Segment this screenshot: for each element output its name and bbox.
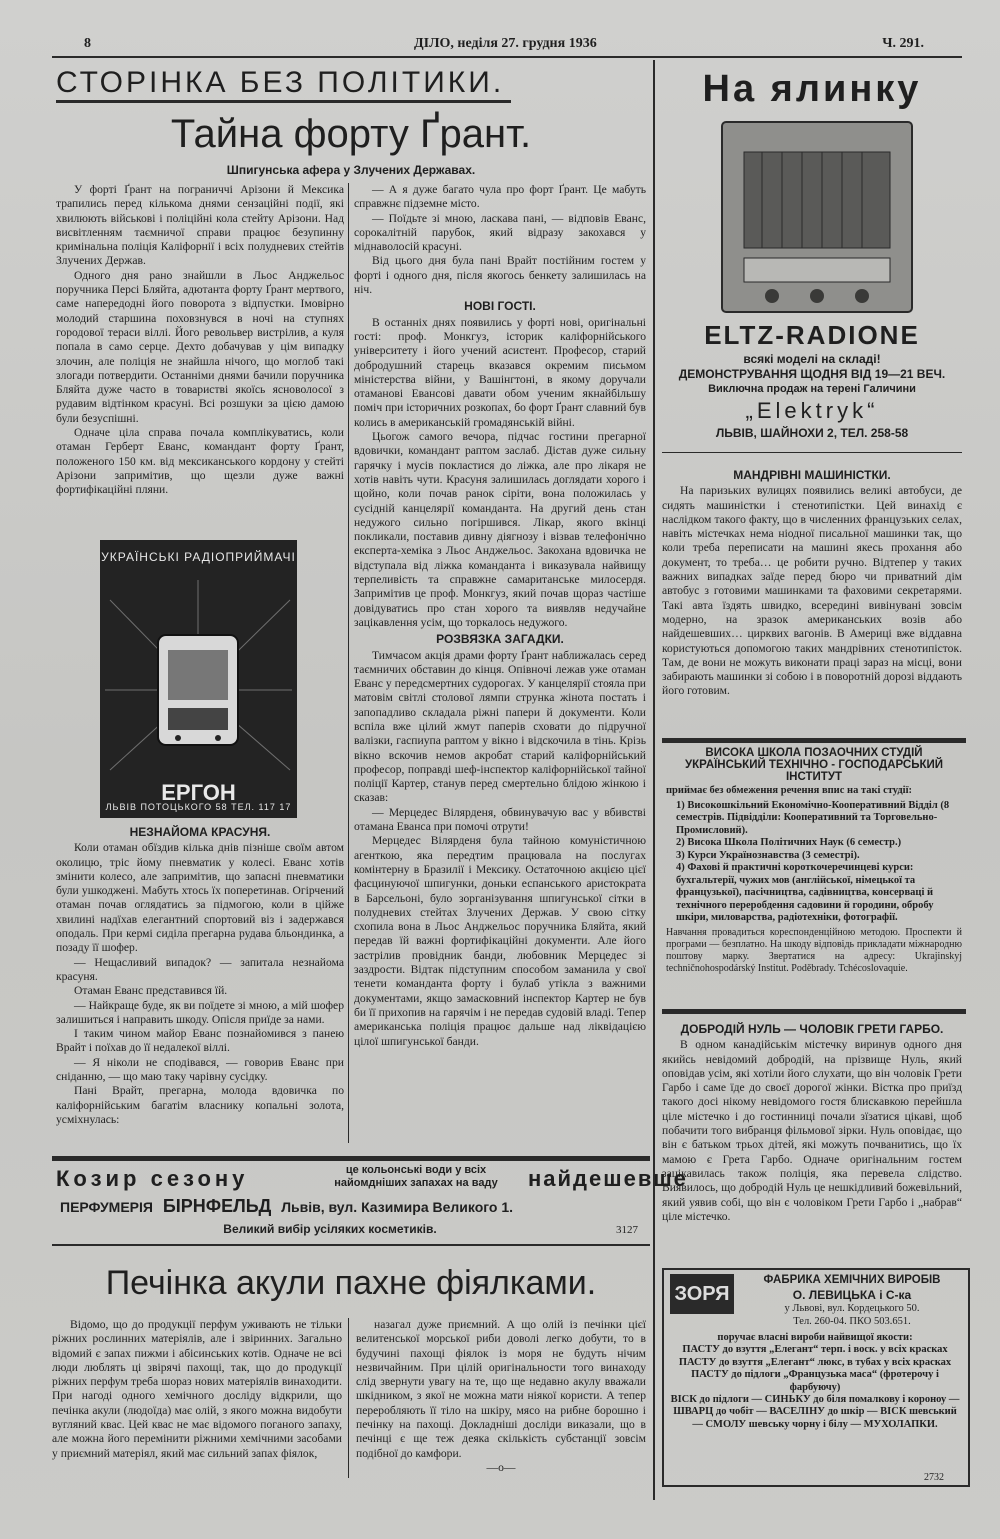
ad-line: всякі моделі на складі! (743, 352, 881, 366)
ad-line: ПАСТУ до взуття „Елегант“ люкс, в тубах у всіх красках (678, 1356, 952, 1368)
column-divider (348, 183, 349, 1143)
paragraph: Пані Врайт, прегарна, молода вдовичка по каліфорнійським багатім власнику копальні золота, усміхнулась: (56, 1084, 344, 1126)
paragraph: Отаман Еванс представився їй. (74, 984, 228, 998)
paragraph: Тимчасом акція драми форту Ґрант наближалась серед таємничих обставин до кінця. Опівночі лежав уже отаман Еванс у передсмертних судорогах. У канцелярії стояла при матовім світлі столової лямпи струнка жінота постать і запопадливо складала ріжні папери й документи. Коли вспіла вже цілий жмут паперів сховати до підручної валізки, гаспиупа раптом у вікно і відскочила в тінь. Крізь вікно вскочив немов акробат старий каліфорнійський професор, поправді шеф-інспектор каліфорнійської тайної поліції Картер, станув перед смертельно блідою жінкою і сказав: (354, 648, 646, 805)
ad-title: ВИСОКА ШКОЛА ПОЗАОЧНИХ СТУДІЙ (705, 747, 923, 759)
ad-headline: На ялинку (702, 68, 922, 110)
ad-address: Львів, вул. Казимира Великого 1. (281, 1199, 514, 1215)
paragraph: Мерцедес Вілярденя була тайною комуністичною агенткою, яка передтим працювала на послугах комінтерну в Бразилії і Мексику. Остаточною акцією цієї фасцинуючої шпигунки, доньки еспанського аристократа в Барсельоні, було зорганізування шпигунської сітки в полудневих стейтах Злучених Держав. У свою сітку схопила вона в Льос Анджельос поручника Бляйта, який передав їй важні фортифікаційні документи. Але його застрілив провідник банди, любовник Мерцедес зі заздрости. Відтак підступним способом заманила у свої тенети команданта форту і булаб утікла з важними документами, якщо замасковний інспектор Картер не був би її прихопив на гарячім і не передав судовій владі. Тепер американська поліція працює дальше над ліквідацією цілої шпигунської банди. (354, 834, 646, 1048)
ad-item: 2) Висока Школа Політичних Наук (6 семестр.) (676, 837, 902, 848)
article-subtitle: Шпигунська афера у Злучених Державах. (226, 163, 476, 177)
ad-line: Великий вибір усіляких косметиків. (223, 1222, 437, 1236)
ad-owner: О. ЛЕВИЦЬКА і С-ка (792, 1288, 912, 1302)
ad-title: ФАБРИКА ХЕМІЧНИХ ВИРОБІВ (763, 1274, 941, 1286)
section-title: СТОРІНКА БЕЗ ПОЛІТИКИ. (56, 66, 505, 99)
ad-line: ПАСТУ до підлоги „Французька маса“ (фротерочу і фарбуючу) (691, 1369, 939, 1393)
page-number: 8 (84, 36, 91, 51)
ad-mid-line: найомдніших запахах на ваду (334, 1177, 498, 1189)
subheading: РОЗВЯЗКА ЗАГАДКИ. (436, 632, 564, 647)
rule (52, 1156, 650, 1161)
ad-line (60, 1196, 650, 1217)
ad-right: найдешевше (528, 1166, 688, 1191)
article2-column2 (356, 1318, 646, 1483)
ad-outro: Навчання провадиться кореспонденційною методою. Проспекти й програми — безплатно. На шкоду відповідь прикладати міжнародню поштову марку. Звертатися на адресу: Ukrajinskyj techničnohospodárský Institut. Poděbrady. Tchécoslovaquie. (666, 926, 962, 974)
ad-address: у Львові, вул. Кордецького 50. (784, 1303, 920, 1314)
issue-number: Ч. 291. (882, 36, 924, 51)
ad-shop-name: „Elektryk“ (745, 398, 879, 423)
ad-code: 3127 (616, 1224, 638, 1236)
article2-column1 (52, 1318, 342, 1483)
nul-article (662, 1020, 962, 1255)
subheading: НОВІ ГОСТІ. (464, 299, 536, 314)
column-divider (348, 1318, 349, 1478)
ad-address: ЛЬВІВ ПОТОЦЬКОГО 58 ТЕЛ. 117 17 (105, 802, 292, 812)
ad-item: 1) Високошкільний Економічно-Кооперативний Відділ (8 семестрів. Підвідділи: Кооперативний та Торговельно-Промисловий). (676, 799, 950, 836)
masthead: ДІЛО, неділя 27. грудня 1936 (414, 36, 597, 51)
paragraph: Від цього дня була пані Врайт постійним гостем у форті і одного дня, після якогось бенкету залишилась на ніч. (354, 254, 646, 297)
section-title-rule (56, 100, 511, 103)
ad-brand: ELTZ-RADIONE (704, 320, 920, 350)
subheading: НЕЗНАЙОМА КРАСУНЯ. (129, 825, 271, 839)
ad-title: УКРАЇНСЬКИЙ ТЕХНІЧНО - ГОСПОДАРСЬКИЙ ІНСТИТУТ (684, 759, 944, 783)
page-header (84, 36, 924, 52)
article1-column1-continued (56, 823, 344, 1148)
paragraph: Одного дня рано знайшли в Льос Анджельос поручника Персі Бляйта, адютанта форту Ґрант мертвого, саме напередодні його поворота з відпустки. Імовірно молодий старшина поховзнувся в ночі на ступнях городової тераси віллі. Його револьвер вистрілив, а куля попала в само серце. Дехто добачував у цім випадку злочин, але поліція не знайшла нічого, що моглоб такі злогади потвердити. Останніми днями бачили поручника Бляйта дуже часто в товаристві якоїсь ясноволосої з рудавим відтінком красуні. Всі розшуки за цією дамою були безуспішні. (56, 268, 344, 425)
ad-item: 4) Фахові й практичні короткочеречинцеві курси: бухгальтерії, чужих мов (англійської, німецької та французької), пасічництва, садівництва, консерваці й технічного переробдення садовини й городини, обробу шкіри, миловарства, радіотехніки, фотографії. (676, 862, 934, 923)
ad-line: ПАСТУ до взуття „Елегант“ терп. і воск. у всіх красках (682, 1344, 948, 1356)
eltz-radione-ad (662, 68, 962, 448)
paragraph: Одначе ціла справа почала комплікуватись, коли отаман Герберт Еванс, командант форту Ґрант, положеного 150 км. від мексиканського кордону у стейті Арізони запримітив, що щезли дуже важні фортифікаційні пляни. (56, 426, 344, 497)
article1-column1 (56, 183, 344, 523)
paragraph: — Поїдьте зі мною, ласкава пані, — відповів Еванс, сорокалітній парубок, який відразу закохався у міднаволосій красуні. (354, 211, 646, 254)
ad-title: УКРАЇНСЬКІ РАДІОПРИЙМАЧІ (101, 550, 296, 564)
subheading: ДОБРОДІЙ НУЛЬ — ЧОЛОВІК ГРЕТИ ГАРБО. (680, 1022, 944, 1036)
paragraph: — Найкраще буде, як ви поїдете зі мною, а мій шофер залишиться і направить шкоду. Опісля приїде за нами. (56, 998, 344, 1026)
ad-item: 3) Курси Українознавства (3 семестрі). (676, 849, 860, 861)
ad-line: ВІСК до підлоги — СИНЬКУ до біля помалкову і короноу — ШВАРЦ до чобіт — ВАСЕЛІНУ до шкір — ВІСК шевський — СМОЛУ шевську чорну і білу — МУХОЛАПКИ. (670, 1394, 960, 1430)
paragraph: В останніх днях появились у форті нові, оригінальні гості: проф. Монкгуз, історик каліфорнійського університету і його учений асистент. Професор, старий добродушний старець вказався окремим письмом міністерства війни, у Вашінгтоні, в якому доручали отаманові Евансові давати обом ученим якнайбільшу поміч при історичних розкопах, бо форт Ґрант славний був колись в американській громадянській війні. (354, 315, 646, 429)
paragraph: — Нещасливий випадок? — запитала незнайома красуня. (56, 955, 344, 983)
typists-article (662, 466, 962, 728)
zorya-ad (662, 1268, 970, 1487)
paragraph: Коли отаман обїздив кілька днів пізніше своїм автом околицю, тріс йому пневматик у колесі. Еванс хотів змінити колесо, але запримітив, що запасні пневматики були ушкоджені. Мабуть хтось їх поперетинав. Огірчений отаман почав оглядатись за підмогою, коли в ційже хвилині надїхав елегантний спортовий віз і задержався оподаль. При кермі сиділа прегарна рудава бльондинка, а позаду її шофер. (56, 841, 344, 955)
zorya-logo: ЗОРЯ (670, 1274, 734, 1314)
ad-intro: приймає без обмеження речення впис на такі студії: (666, 785, 912, 796)
ad-label: ПЕРФУМЕРІЯ (60, 1199, 153, 1215)
subheading: МАНДРІВНІ МАШИНІСТКИ. (733, 468, 891, 482)
rule (52, 1244, 650, 1246)
article-title: Тайна форту Ґрант. (170, 112, 532, 156)
paragraph: У форті Ґрант на пограниччі Арізони й Мексика трапились перед кількома днями сензаційні події, які хвилюють військові і поліційні кола стейту Арізони. Над висвітленням таємничої справи працює безупинну кримінальна поліція Каліфорнії і всіх полудневих стейтів Злучених Держав. (56, 183, 344, 268)
paragraph: На паризьких вулицях появились великі автобуси, де сидять машиністки і стенотипістки. Цей винахід є наслідком такого факту, що в численних французьких селах, навіть містечках нема ніодної писальної машинки так, що коли треба переписати на машині якесь прохання або документ, то треба… це робити ручно. Відтепер у таких важних випадках заїде перед бюро чи приватний дім автобус з готовими машинками та фаховими секретарями. Такі авта їздять швидко, всередині вивінувані зовсім модерно, на зразок американських возів або найдешевших… цирквих вагонів. В Америці вже віддавна користуються допомогою таких мандрівних стенотипісток. Там, де вони не можуть виконати праці зараз на місці, вони забирають машинки зі собою і в поворотній дорозі віддають його готовим. (662, 484, 962, 698)
rule (662, 452, 962, 453)
paragraph: Цьогож самого вечора, підчас гостини прегарної вдовички, командант раптом заслаб. Дістав дуже сильну гарячку і мусів покластися до ліжка, але про лікаря не хотів навіть чути. Красуня залишилась доглядати хорого і щойно, коли почав ранок сіріти, вона положилась у сусідній канцелярії команданта. На другий день стан недужого сильно погіршився. Лікар, якого вкінці покликали, поставив дивну діягнозу і візвав телефонічно експерта-хеміка з Льос Анджельос. Закохана вдовичка не відступала від ліжка команданта і виказувала найвищу терпеливість та справжне самаританське милосердя. Запримітив це проф. Монкгуз, який почав щораз частіше довідуватись про стан хорого та виявляв недучайне зацікавлення усім, що торкалось недужого. (354, 430, 646, 629)
ad-line: поручає власні вироби найвищої якости: (717, 1332, 913, 1343)
birnfeld-perfumery-ad (52, 1162, 688, 1218)
school-ad (662, 738, 966, 1014)
paragraph: Відомо, що до продукції перфум уживають не тільки ріжних рослинних матеріялів, але і звіринних. Загально відомий є запах пижми і абісинських котів. Одначе не всі люди люблять ці звірячі пахощі, так, що до продукції ріжних перфум треба шораз нових матеріялів винаходити. При нагоді одного хемічного досліду відкрили, що печінка акули (людоїда) має олій, з якого можна видобути вугляний квас. Цей квас не має відомого поганого запаху, але можна його перемінити ріжними хемічними засобами у приємний матеріял, який має сильний запах фіялок, (52, 1318, 342, 1460)
paragraph: — Я ніколи не сподівався, — говорив Еванс при сніданню, — що маю таку чарівну сусідку. (56, 1055, 344, 1084)
radio-icon (100, 540, 297, 818)
ad-left: Козир сезону (56, 1166, 249, 1191)
paragraph: І таким чином майор Еванс познайомився з панею Врайт і поїхав до її недалекої віллі. (56, 1027, 344, 1055)
radio-cabinet-icon (662, 116, 962, 326)
page-column-divider (653, 60, 655, 1500)
ad-mid-line: це кольонські води у всіх (345, 1164, 487, 1176)
ad-line: Виключна продаж на терені Галичини (708, 383, 916, 395)
article2-title: Печінка акули пахне фіялками. (105, 1264, 597, 1302)
article1-column2 (354, 183, 646, 1148)
ad-brand: ЕРГОН (161, 780, 236, 805)
paragraph: — Мерцедес Вілярденя, обвинувачую вас у вбивстві отамана Еванса при помочі отрути! (354, 805, 646, 834)
end-mark: —о— (486, 1460, 516, 1474)
paragraph: В одном канадійськім містечку виринув одного дня якийсь невідомий добродій, на прізвище Нуль, який оповідав усім, які хотіли його слухати, що він чоловік Грети Гарбо і саме їде до своєї дорогої жінки. Вістка про приїзд такого досі нікому невідомого гостя блискавкою перейшла ціле містечко і до гостинниці почали зїзатися цікаві, щоб побачити того вибранця фільмової зірки. Нуль оповідає, що він є батьком трьох дітей, які можуть почванитись, що їх мамою є Грета Гарбо. Одначе оригінальним гостем зацікавилась також поліція, яка перевела слідство. Виявилось, що добродій Нуль це нешкідливий божевільний, який уявив собі, що він є чоловіком Грети Гарбо і „набрав“ ціле містечко. (662, 1038, 962, 1223)
ad-phone: Тел. 260-04. ПКО 503.651. (793, 1316, 911, 1327)
header-rule (52, 56, 962, 58)
ad-code: 2732 (924, 1472, 944, 1483)
paragraph: — А я дуже багато чула про форт Ґрант. Це мабуть справжнє підземне місто. (354, 183, 646, 211)
ad-address: ЛЬВІВ, ШАЙНОХИ 2, ТЕЛ. 258-58 (715, 426, 909, 440)
ad-line: ДЕМОНСТРУВАННЯ ЩОДНЯ ВІД 19—21 ВЕЧ. (678, 367, 946, 381)
paragraph: назагал дуже приємний. А що олій із печінки цієї велитенської морської риби доволі легко добути, то в будучині пахощі фіялок із моря не будуть нічим незвичайним. При цілій оригінальности того винаходу слід звернути увагу на те, що ще недавно акулу вважали шкідником, з якої не можна мати ніякої користи. А тепер переробляють її тіло на шкіру, мясо на рибне борошно і печінку на пахощі. Докладніші досліди виказали, що в печінці є ще теж деяка скількість субстанції зовсім подібної до камфори. (356, 1318, 646, 1460)
ergon-radio-ad (100, 540, 297, 818)
ad-brand: БІРНФЕЛЬД (162, 1196, 272, 1216)
